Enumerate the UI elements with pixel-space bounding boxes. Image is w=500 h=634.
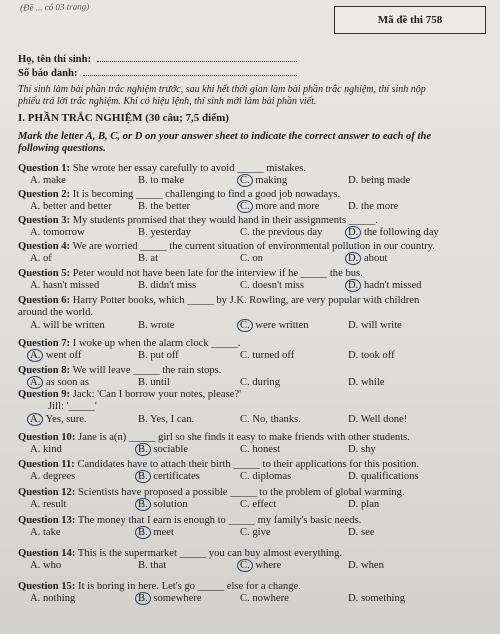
option-text: the following day [361, 227, 439, 238]
option-d[interactable]: D. when [348, 560, 384, 571]
candidate-name-row [18, 52, 490, 66]
question-label: Question 1: [18, 163, 71, 174]
option-b[interactable]: B. put off [138, 350, 179, 361]
question-text: My students promised that they would hand in their assignments _____. [70, 215, 378, 226]
option-b[interactable] [138, 499, 188, 510]
option-a[interactable]: A. make [30, 175, 66, 186]
id-label: Số báo danh: [18, 68, 78, 79]
option-d[interactable]: D. qualifications [348, 471, 419, 482]
question-label: Question 12: [18, 487, 76, 498]
question-10 [18, 432, 490, 444]
option-d[interactable]: D. see [348, 527, 375, 538]
question-text: Scientists have proposed a possible _____ to the problem of global warming. [75, 487, 405, 498]
question-text: It is becoming _____ challenging to find a good job nowadays. [70, 189, 341, 200]
options-row [30, 414, 490, 426]
options-row [30, 280, 490, 292]
question-text: Peter would not have been late for the interview if he _____ the bus. [70, 268, 363, 279]
circled-answer-mark: A. [27, 349, 43, 362]
option-d[interactable]: D. being made [348, 175, 411, 186]
options-row [30, 175, 490, 187]
option-b[interactable] [138, 593, 202, 604]
question-12 [18, 487, 490, 499]
option-a[interactable]: A. take [30, 527, 61, 538]
option-a[interactable] [30, 350, 81, 361]
options-row [30, 350, 490, 362]
question-text: Candidates have to attach their birth _____ to their applications for this position. [74, 459, 420, 470]
question-text: Jane is a(n) _____ girl so she finds it easy to make friends with other students. [75, 432, 410, 443]
question-label: Question 11: [18, 459, 75, 470]
exam-code-box: Mã đề thi 758 [334, 6, 486, 34]
option-b[interactable]: B. yesterday [138, 227, 191, 238]
option-a[interactable]: A. hasn't missed [30, 280, 100, 291]
question-label: Question 7: [18, 338, 71, 349]
question-1 [18, 163, 490, 175]
circled-answer-mark: C. [237, 200, 253, 213]
options-row [30, 560, 490, 572]
question-label: Question 8: [18, 365, 71, 376]
option-a[interactable]: A. kind [30, 444, 62, 455]
circled-answer-mark: B. [135, 526, 151, 539]
circled-answer-mark: B. [135, 443, 151, 456]
option-text: more and more [252, 201, 320, 212]
option-b[interactable] [138, 471, 200, 482]
option-d[interactable]: D. will write [348, 320, 402, 331]
option-b[interactable]: B. until [138, 377, 170, 388]
option-c[interactable] [240, 175, 287, 186]
question-9 [18, 389, 490, 401]
circled-answer-mark: D. [345, 252, 361, 265]
option-text: solution [150, 499, 188, 510]
option-c[interactable]: C. diplomas [240, 471, 292, 482]
candidate-id-row [18, 66, 490, 80]
mark-instruction-1: Mark the letter A, B, C, or D on your answer sheet to indicate the correct answer to each of the [18, 131, 432, 142]
option-d[interactable]: D. something [348, 593, 406, 604]
question-2 [18, 189, 490, 201]
option-c[interactable]: C. effect [240, 499, 277, 510]
option-b[interactable]: B. at [138, 253, 159, 264]
option-text: meet [150, 527, 174, 538]
circled-answer-mark: D. [345, 226, 361, 239]
option-c[interactable]: C. honest [240, 444, 281, 455]
option-text: were written [252, 320, 309, 331]
question-15 [18, 581, 490, 593]
option-c[interactable] [240, 201, 320, 212]
question-14 [18, 548, 490, 560]
option-b[interactable] [138, 527, 174, 538]
question-text-cont: Jill: '_____' [48, 401, 97, 412]
page-count-note: (Đề ... có 03 trang) [19, 1, 90, 13]
question-text: We will leave _____ the rain stops. [70, 365, 222, 376]
instruction-vi-2: phiếu trả lời trắc nghiệm. Khi có hiệu lệnh, thí sinh mới làm bài phần viết. [18, 96, 317, 107]
option-b[interactable] [138, 444, 188, 455]
circled-answer-mark: C. [237, 174, 253, 187]
question-label: Question 9: [18, 389, 71, 400]
option-d[interactable]: D. the more [348, 201, 399, 212]
question-5 [18, 268, 490, 280]
option-d[interactable]: D. Well done! [348, 414, 408, 425]
option-c[interactable]: C. doesn't miss [240, 280, 305, 291]
question-8 [18, 365, 490, 377]
options-row [30, 320, 490, 332]
option-b[interactable]: B. didn't miss [138, 280, 197, 291]
circled-answer-mark: D. [345, 279, 361, 292]
question-text: It is boring in here. Let's go _____ else for a change. [75, 581, 301, 592]
option-d[interactable]: D. plan [348, 499, 380, 510]
options-row [30, 471, 490, 483]
option-a[interactable]: A. tomorrow [30, 227, 85, 238]
question-13 [18, 515, 490, 527]
option-text: sociable [150, 444, 189, 455]
question-7 [18, 338, 490, 350]
option-d[interactable] [348, 227, 439, 238]
options-row [30, 227, 490, 239]
circled-answer-mark: B. [135, 592, 151, 605]
option-text: where [252, 560, 282, 571]
question-text: We are worried _____ the current situation of environmental pollution in our country. [70, 241, 435, 252]
option-text: went off [43, 350, 82, 361]
circled-answer-mark: B. [135, 470, 151, 483]
question-text: I woke up when the alarm clock _____. [70, 338, 241, 349]
question-label: Question 14: [18, 548, 76, 559]
name-dots [97, 52, 297, 62]
question-label: Question 6: [18, 295, 71, 306]
question-label: Question 15: [18, 581, 76, 592]
question-3 [18, 215, 490, 227]
question-text: The money that I earn is enough to _____ my family's basic needs. [75, 515, 362, 526]
option-text: somewhere [150, 593, 202, 604]
option-a[interactable] [30, 414, 87, 425]
circled-answer-mark: A. [27, 413, 43, 426]
option-c[interactable]: C. give [240, 527, 271, 538]
question-6 [18, 295, 490, 307]
question-label: Question 2: [18, 189, 71, 200]
circled-answer-mark: C. [237, 559, 253, 572]
option-c[interactable]: C. No, thanks. [240, 414, 301, 425]
option-d[interactable]: D. took off [348, 350, 395, 361]
option-d[interactable]: D. shy [348, 444, 376, 455]
option-a[interactable]: A. nothing [30, 593, 76, 604]
instruction-vi-1: Thí sinh làm bài phần trắc nghiệm trước, sau khi hết thời gian làm bài phần trắc nghiệm, thí sinh nộp [18, 84, 426, 95]
option-a[interactable]: A. will be written [30, 320, 105, 331]
options-row [30, 377, 490, 389]
question-4 [18, 241, 490, 253]
question-label: Question 10: [18, 432, 76, 443]
option-c[interactable] [240, 560, 281, 571]
section-title: I. PHẦN TRẮC NGHIỆM (30 câu; 7,5 điểm) [18, 112, 229, 124]
option-d[interactable]: D. while [348, 377, 385, 388]
option-text: about [361, 253, 388, 264]
question-text: This is the supermarket _____ you can buy almost everything. [75, 548, 343, 559]
option-b[interactable]: B. the better [138, 201, 191, 212]
option-text: hadn't missed [361, 280, 422, 291]
option-c[interactable] [240, 320, 309, 331]
circled-answer-mark: A. [27, 376, 43, 389]
id-dots [83, 66, 297, 76]
option-c[interactable]: C. the previous day [240, 227, 323, 238]
option-b[interactable]: B. Yes, I can. [138, 414, 195, 425]
circled-answer-mark: B. [135, 498, 151, 511]
option-d[interactable] [348, 253, 388, 264]
question-label: Question 3: [18, 215, 71, 226]
option-a[interactable] [30, 377, 89, 388]
option-a[interactable]: A. of [30, 253, 52, 264]
question-text: She wrote her essay carefully to avoid _____ mistakes. [70, 163, 307, 174]
option-b[interactable]: B. that [138, 560, 167, 571]
question-text: Jack: 'Can I borrow your notes, please?' [70, 389, 242, 400]
option-a[interactable]: A. better and better [30, 201, 112, 212]
option-b[interactable]: B. wrote [138, 320, 175, 331]
option-d[interactable] [348, 280, 421, 291]
options-row [30, 253, 490, 265]
option-a[interactable]: A. degrees [30, 471, 76, 482]
options-row [30, 201, 490, 213]
option-c[interactable]: C. turned off [240, 350, 295, 361]
option-text: certificates [150, 471, 200, 482]
option-text: as soon as [43, 377, 89, 388]
option-c[interactable]: C. during [240, 377, 281, 388]
name-label: Họ, tên thí sinh: [18, 54, 91, 65]
circled-answer-mark: C. [237, 319, 253, 332]
options-row [30, 527, 490, 539]
options-row [30, 444, 490, 456]
option-a[interactable]: A. who [30, 560, 62, 571]
question-text-cont: around the world. [18, 307, 94, 318]
question-text: Harry Potter books, which _____ by J.K. Rowling, are very popular with children [70, 295, 420, 306]
options-row [30, 593, 490, 605]
option-a[interactable]: A. result [30, 499, 67, 510]
option-text: making [252, 175, 288, 186]
question-label: Question 5: [18, 268, 71, 279]
option-text: Yes, sure. [43, 414, 87, 425]
options-row [30, 499, 490, 511]
mark-instruction-2: following questions. [18, 143, 106, 154]
option-c[interactable]: C. nowhere [240, 593, 289, 604]
option-c[interactable]: C. on [240, 253, 263, 264]
option-b[interactable]: B. to make [138, 175, 185, 186]
question-11 [18, 459, 490, 471]
question-label: Question 4: [18, 241, 71, 252]
question-label: Question 13: [18, 515, 76, 526]
